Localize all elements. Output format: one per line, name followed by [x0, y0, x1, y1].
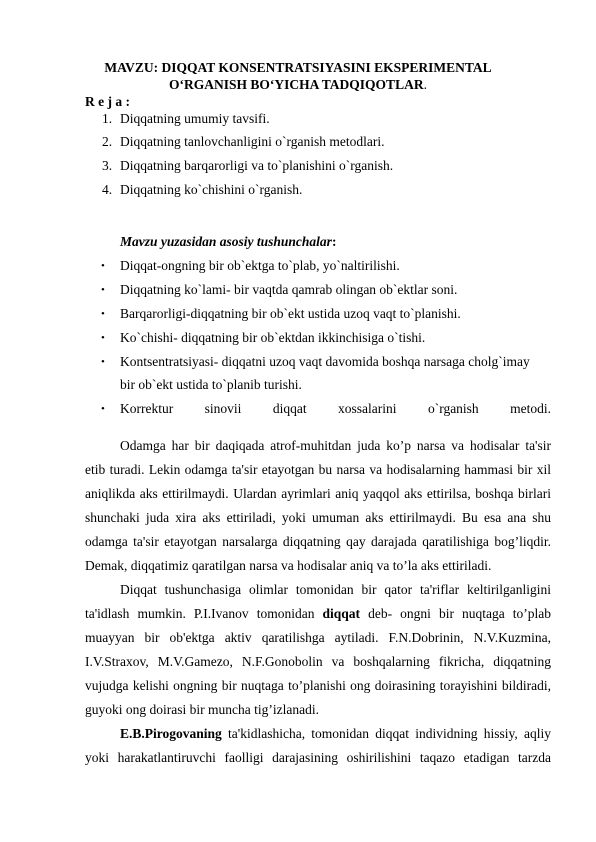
plan-item-number: 3. — [102, 158, 113, 173]
concepts-heading-colon: : — [331, 234, 337, 249]
paragraph-line: Odamga har bir daqiqada atrof-muhitdan juda ko’p narsa va hodisalar ta'sir — [120, 438, 551, 453]
document-title-line-1: MAVZU: DIQQAT KONSENTRATSIYASINI EKSPERIMENTAL — [104, 60, 492, 75]
document-title-line-2 — [85, 76, 511, 93]
concepts-heading — [120, 234, 336, 250]
bullet-icon: • — [101, 356, 105, 368]
paragraph-text: deb- ongni bir nuqtaga to’plab — [368, 606, 552, 621]
bullet-icon: • — [101, 308, 105, 320]
paragraph-line: shunchaki juda xira aks ettiriladi, yoki umuman aks ettirilmaydi. Bu esa ana shu — [85, 510, 551, 525]
plan-item-text: Diqqatning barqarorligi va to`planishini o`rganish. — [120, 158, 394, 173]
concepts-heading-text: Mavzu yuzasidan asosiy tushunchalar — [120, 234, 332, 249]
paragraph-line: Demak, diqqatimiz qaratilgan narsa va hodisalar aniq va to’la aks ettiriladi. — [85, 558, 492, 573]
bullet-icon: • — [101, 284, 105, 296]
emphasis-term: diqqat — [322, 606, 361, 621]
paragraph-line: etib turadi. Lekin odamga ta'sir etayotgan bu narsa va hodisalarning hammasi bir xil — [85, 462, 551, 477]
author-name: E.B.Pirogovaning — [120, 726, 222, 741]
paragraph-text: ta'kidlashicha, tomonidan diqqat individning hissiy, aqliy — [228, 726, 552, 741]
plan-item-text: Diqqatning umumiy tavsifi. — [120, 111, 270, 126]
paragraph-line: aniqlikda aks ettirilmaydi. Ulardan ayrimlari aniq yaqqol aks ettirilsa, boshqa birlari — [85, 486, 551, 501]
title-line-2-text: O‘RGANISH BO‘YICHA TADQIQOTLAR — [169, 77, 424, 92]
paragraph-line: odamga ta'sir etayotgan narsalarga diqqatning qay darajada qaratilishiga bog’liqdir. — [85, 534, 551, 549]
paragraph-line: yoki harakatlantiruvchi faolligi darajasining oshirilishini taqazo etadigan tarzda — [85, 750, 551, 765]
plan-item-number: 4. — [102, 182, 113, 197]
plan-item-number: 1. — [102, 111, 113, 126]
paragraph-line: muayyan bir ob'ektga aktiv qaratilishga aytiladi. F.N.Dobrinin, N.V.Kuzmina, — [85, 630, 551, 645]
paragraph-text: ta'idlash mumkin. P.I.Ivanov tomonidan — [85, 606, 315, 621]
plan-label: R e j a : — [85, 94, 130, 109]
concept-item: Korrektur sinovii diqqat xossalarini o`rganish metodi. — [120, 401, 551, 416]
concept-item: Ko`chishi- diqqatning bir ob`ektdan ikkinchisiga o`tishi. — [120, 330, 426, 345]
paragraph-line: I.V.Straxov, M.V.Gamezo, N.F.Gonobolin va boshqalarning fikricha, diqqatning — [85, 654, 551, 669]
bullet-icon: • — [101, 332, 105, 344]
paragraph-line: Diqqat tushunchasiga olimlar tomonidan bir qator ta'riflar keltirilganligini — [120, 582, 551, 597]
title-period: . — [423, 77, 427, 92]
bullet-icon: • — [101, 403, 105, 415]
bullet-icon: • — [101, 260, 105, 272]
concept-item: Diqqatning ko`lami- bir vaqtda qamrab olingan ob`ektlar soni. — [120, 282, 458, 297]
paragraph-line — [120, 726, 551, 742]
paragraph-line — [85, 606, 551, 622]
paragraph-line: guyoki ong doirasi bir muncha tig’izlanadi. — [85, 702, 319, 717]
plan-item-number: 2. — [102, 134, 113, 149]
concept-item: Kontsentratsiyasi- diqqatni uzoq vaqt davomida boshqa narsaga cholg`imay — [120, 354, 530, 369]
plan-item-text: Diqqatning ko`chishini o`rganish. — [120, 182, 303, 197]
concept-item: Barqarorligi-diqqatning bir ob`ekt ustida uzoq vaqt to`planishi. — [120, 306, 461, 321]
plan-item-text: Diqqatning tanlovchanligini o`rganish metodlari. — [120, 134, 385, 149]
concept-item-continuation: bir ob`ekt ustida to`planib turishi. — [120, 377, 302, 392]
concept-item: Diqqat-ongning bir ob`ektga to`plab, yo`naltirilishi. — [120, 258, 400, 273]
paragraph-line: vujudga kelishi ongning bir nuqtaga to’planishi ong doirasining torayishini bildiradi, — [85, 678, 551, 693]
